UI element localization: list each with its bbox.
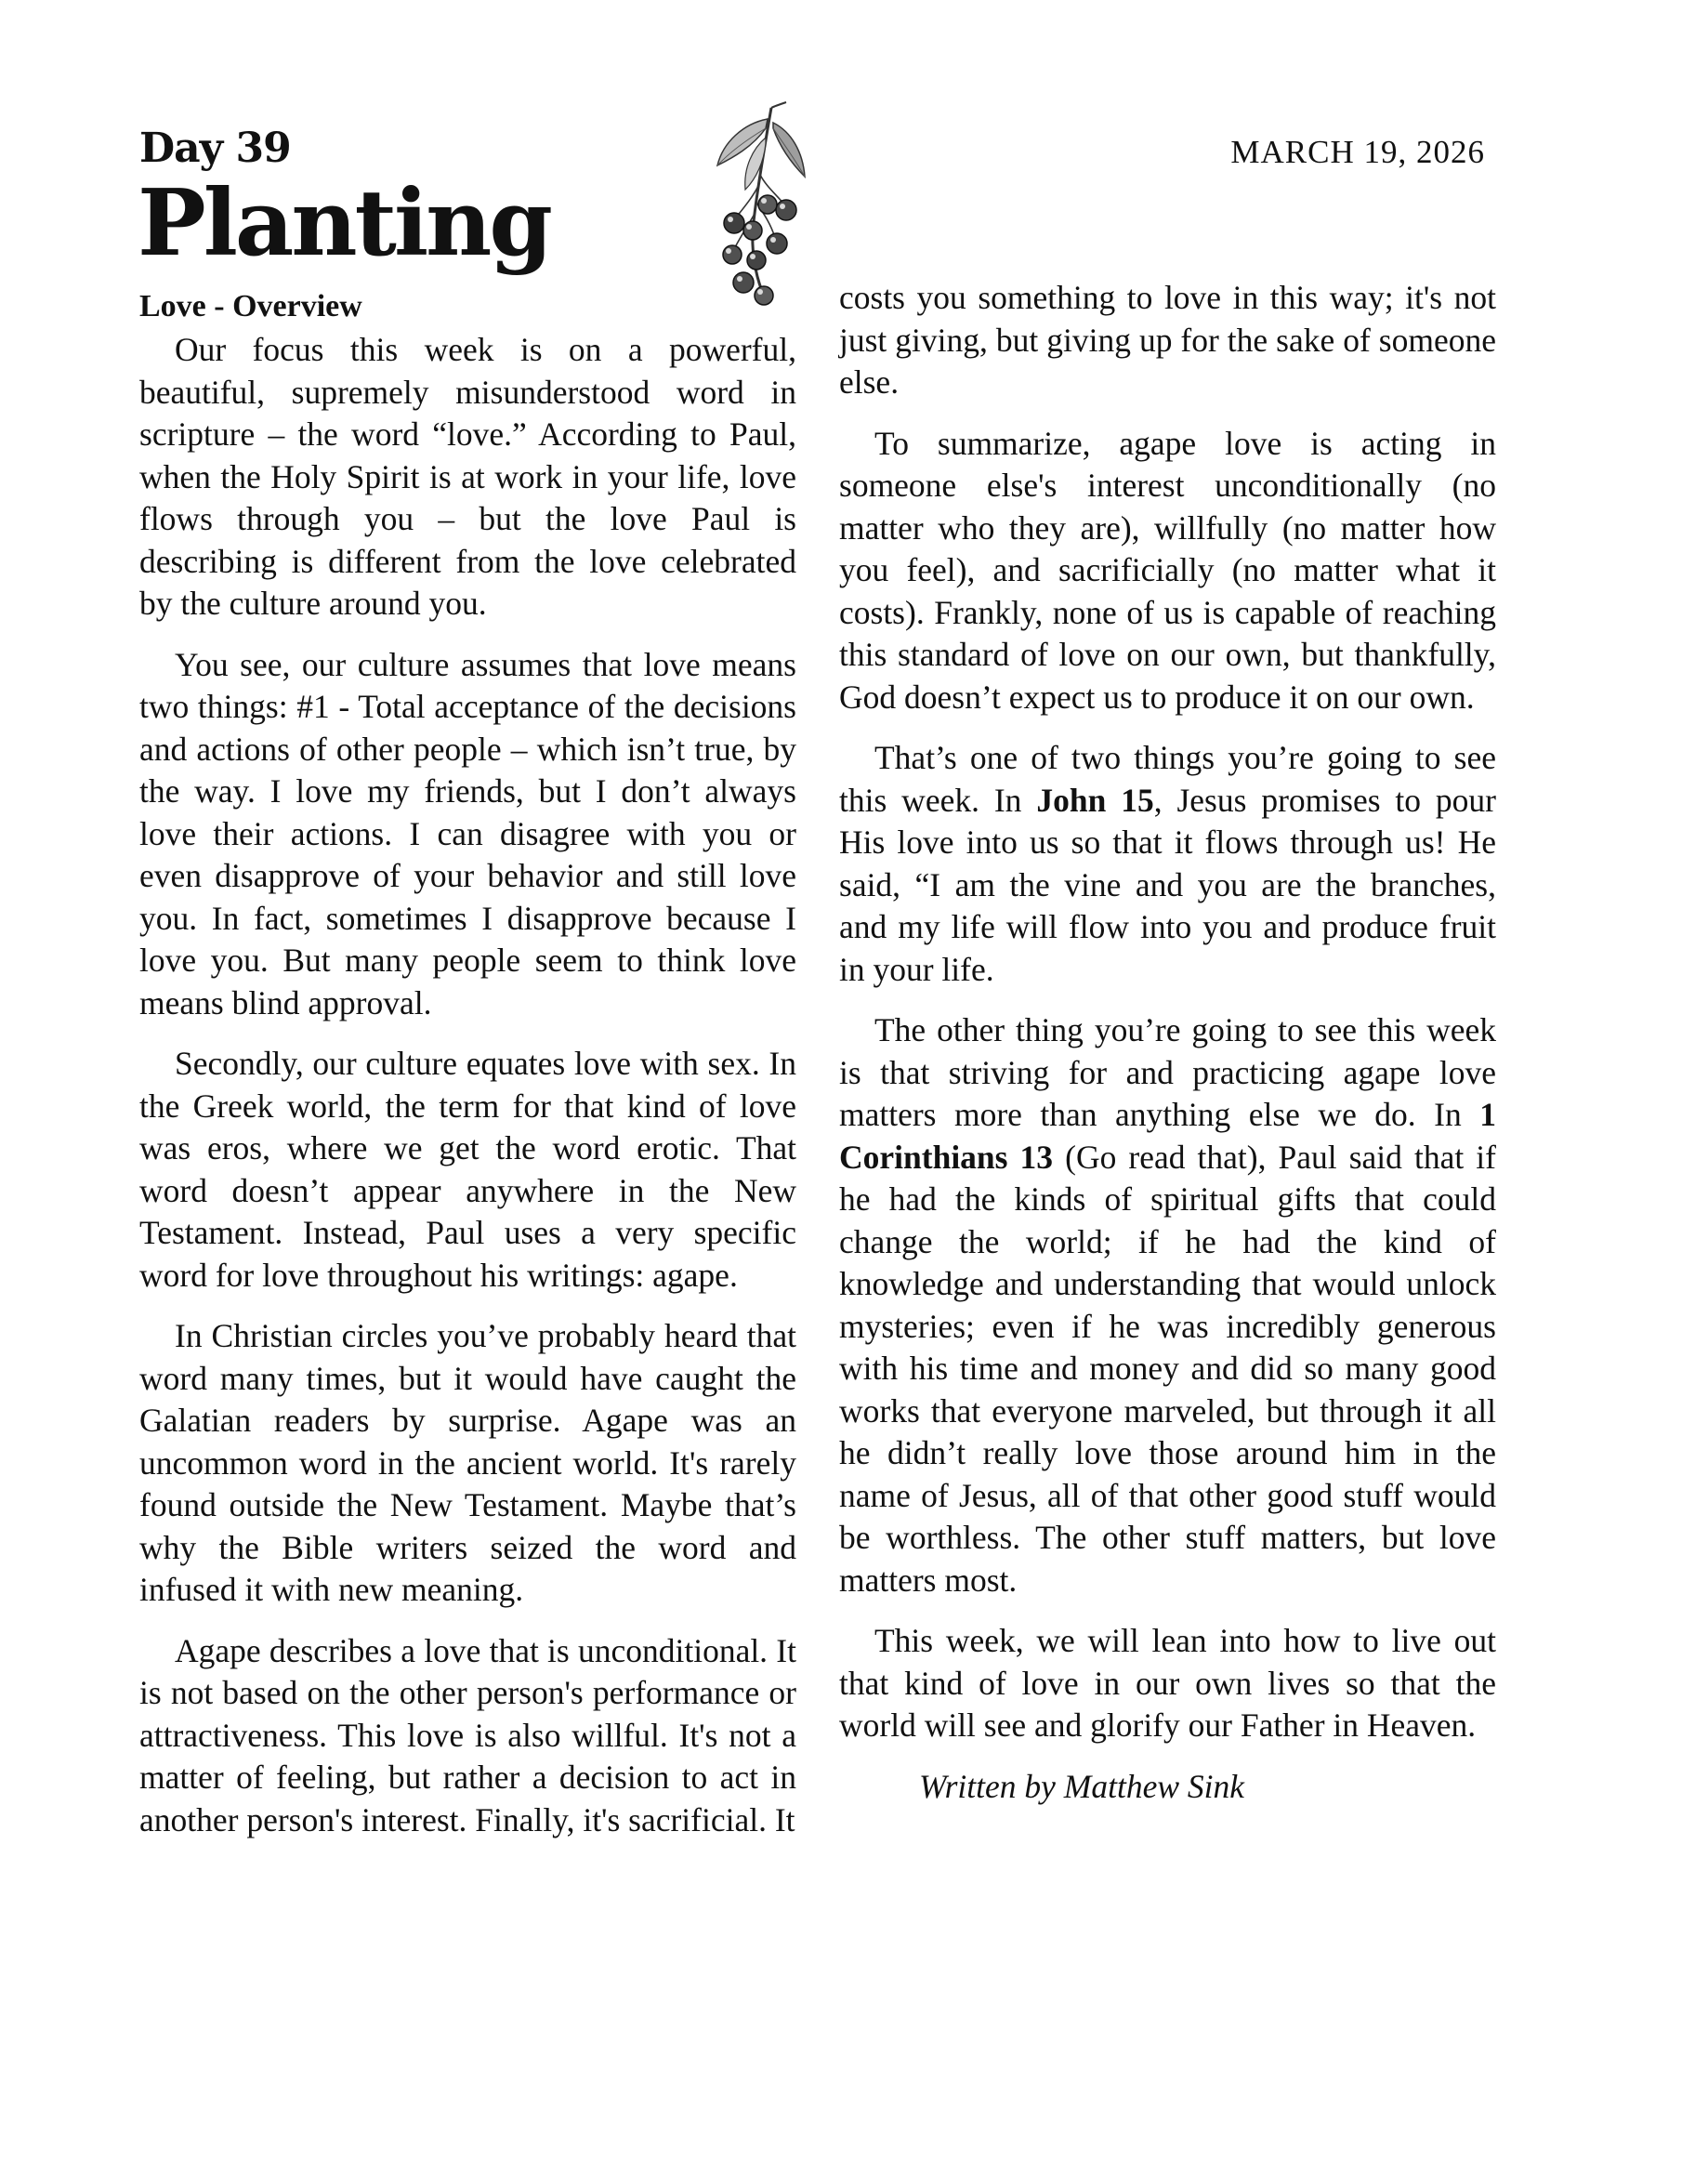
scripture-reference: John 15 <box>1036 781 1154 819</box>
paragraph: In Christian circles you’ve probably heard that word many times, but it would have caught the Galatian readers by surprise. Agape was an uncommon word in the ancient world. It's rarely found outside the New Testament. Maybe that’s why the Bible writers seized the word and infused it with new meaning. <box>139 1317 796 1608</box>
day-label: Day 39 <box>139 125 291 172</box>
paragraph-text: , Jesus promises to pour His love into us so that it flows through us! He said, “I am the vine and you are the branches, and my life will flow into you and produce fruit in your life. <box>839 781 1496 988</box>
paragraph <box>839 1009 1496 1601</box>
author-byline: Written by Matthew Sink <box>919 1767 1245 1805</box>
left-column <box>139 286 796 1860</box>
right-column <box>839 277 1496 1826</box>
paragraph: To summarize, agape love is acting in someone else's interest unconditionally (no matter who they are), willfully (no matter how you feel), and sacrificially (no matter what it costs). Frankly, none of us is capable of reaching this standard of love on our own, but thankfully, God doesn’t expect us to produce it on our own. <box>839 424 1496 716</box>
section-heading: Love - Overview <box>139 289 362 323</box>
paragraph-text: That’s one of two things you’re going to see this week. In <box>839 739 1496 819</box>
paragraph: This week, we will lean into how to live out that kind of love in our own lives so that the world will see and glorify our Father in Heaven. <box>839 1622 1496 1744</box>
scripture-reference: 1 Corinthians 13 <box>839 1096 1496 1176</box>
cherry-branch-icon <box>706 100 818 307</box>
paragraph: Our focus this week is on a powerful, beautiful, supremely misunderstood word in scripture – the word “love.” According to Paul, when the Holy Spirit is at work in your life, love flows through you – but the love Paul is describing is different from the love celebrated by the culture around you. <box>139 331 796 622</box>
paragraph-text: The other thing you’re going to see this week is that striving for and practicing agape love matters more than anything else we do. In <box>839 1011 1496 1133</box>
paragraph: Agape describes a love that is unconditional. It is not based on the other person's performance or attractiveness. This love is also willful. It's not a matter of feeling, but rather a decision to act in another person's interest. Finally, it's sacrificial. It <box>139 1631 796 1838</box>
paragraph: You see, our culture assumes that love means two things: #1 - Total acceptance of the decisions and actions of other people – which isn’t true, by the way. I love my friends, but I don’t always love their actions. I can disagree with you or even disapprove of your behavior and still love you. In fact, sometimes I disapprove because I love you. But many people seem to think love means blind approval. <box>139 645 796 1021</box>
paragraph-continued: costs you something to love in this way; it's not just giving, but giving up for the sake of someone else. <box>839 279 1496 401</box>
paragraph: Secondly, our culture equates love with sex. In the Greek world, the term for that kind of love was eros, where we get the word erotic. That word doesn’t appear anywhere in the New Testament. Instead, Paul uses a very specific word for love throughout his writings: agape. <box>139 1045 796 1294</box>
paragraph-text: (Go read that), Paul said that if he had the kinds of spiritual gifts that could change the world; if he had the kind of knowledge and understanding that would unlock mysteries; even if he was incredibly generous with his time and money and did so many good works that everyone marveled, but through it all he didn’t really love those around him in the name of Jesus, all of that other good stuff would be worthless. The other stuff matters, but love matters most. <box>839 1138 1496 1599</box>
date-label: MARCH 19, 2026 <box>1230 134 1485 170</box>
paragraph <box>839 737 1496 991</box>
page-title: Planting <box>138 170 550 277</box>
